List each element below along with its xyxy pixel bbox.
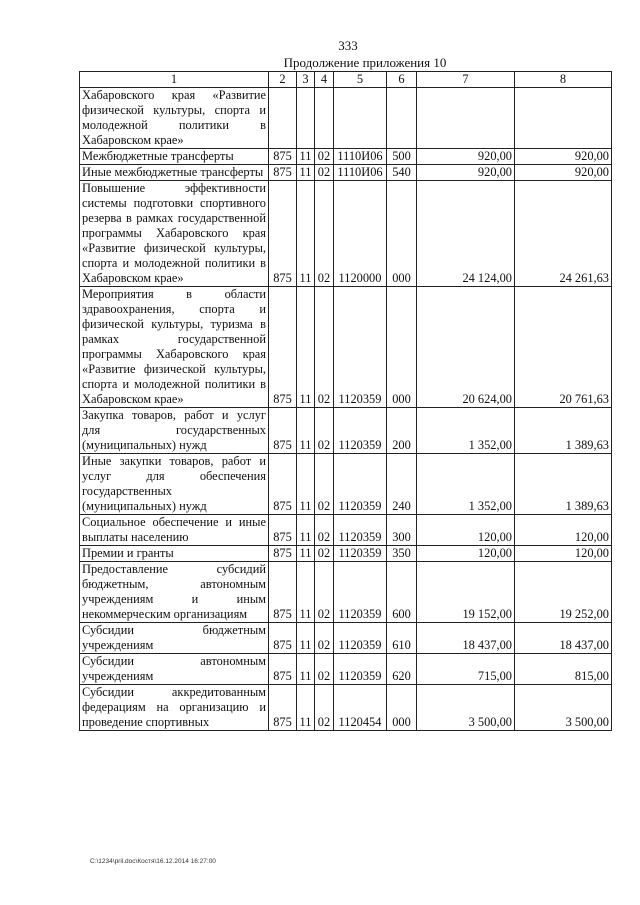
appendix-subtitle: Продолжение приложения 10 (283, 55, 447, 70)
section-cell: 11 (297, 181, 315, 287)
page-number: 333 (338, 38, 358, 53)
target-article-cell: 1110И06 (334, 165, 387, 181)
amount-year1-cell: 19 152,00 (417, 562, 515, 623)
subsection-cell: 02 (315, 287, 334, 408)
section-cell: 11 (297, 515, 315, 546)
target-article-cell: 1120359 (334, 654, 387, 685)
table-row (80, 287, 612, 408)
file-path-footer: C:\1234\pril.doc\Костя\16.12.2014 16:27:00 (90, 858, 216, 865)
amount-year1-cell: 120,00 (417, 515, 515, 546)
expense-type-cell: 000 (387, 287, 417, 408)
ministry-code-cell (269, 88, 297, 149)
column-header: 8 (515, 72, 612, 88)
ministry-code-cell: 875 (269, 546, 297, 562)
subsection-cell: 02 (315, 165, 334, 181)
table-row (80, 149, 612, 165)
expense-type-cell: 620 (387, 654, 417, 685)
amount-year1-cell: 715,00 (417, 654, 515, 685)
amount-year1-cell: 24 124,00 (417, 181, 515, 287)
row-name-cell: Иные межбюджетные трансферты (80, 165, 269, 181)
row-name-cell: Иные закупки товаров, работ и услуг для обеспечения государственных (муниципальных) нужд (80, 454, 269, 515)
target-article-cell: 1120000 (334, 181, 387, 287)
subsection-cell (315, 88, 334, 149)
row-name-cell: Субсидии бюджетным учреждениям (80, 623, 269, 654)
section-cell: 11 (297, 654, 315, 685)
amount-year2-cell: 19 252,00 (515, 562, 612, 623)
expense-type-cell (387, 88, 417, 149)
amount-year2-cell: 920,00 (515, 165, 612, 181)
table-row (80, 546, 612, 562)
row-name-cell: Закупка товаров, работ и услуг для государственных (муниципальных) нужд (80, 408, 269, 454)
section-cell: 11 (297, 454, 315, 515)
target-article-cell: 1110И06 (334, 149, 387, 165)
row-name-cell: Мероприятия в области здравоохранения, спорта и физической культуры, туризма в рамках государственной программы Хабаровского края «Развитие физической культуры, спорта и молодежной политики в Хабаровском крае» (80, 287, 269, 408)
subsection-cell: 02 (315, 454, 334, 515)
amount-year1-cell: 1 352,00 (417, 408, 515, 454)
ministry-code-cell: 875 (269, 181, 297, 287)
expense-type-cell: 540 (387, 165, 417, 181)
section-cell: 11 (297, 685, 315, 731)
column-header: 7 (417, 72, 515, 88)
expense-type-cell: 500 (387, 149, 417, 165)
subsection-cell: 02 (315, 408, 334, 454)
amount-year1-cell: 120,00 (417, 546, 515, 562)
amount-year2-cell: 1 389,63 (515, 454, 612, 515)
table-row (80, 515, 612, 546)
target-article-cell: 1120359 (334, 454, 387, 515)
amount-year1-cell: 1 352,00 (417, 454, 515, 515)
expense-type-cell: 610 (387, 623, 417, 654)
budget-table (79, 71, 612, 731)
target-article-cell: 1120359 (334, 562, 387, 623)
section-cell (297, 88, 315, 149)
column-header: 4 (315, 72, 334, 88)
ministry-code-cell: 875 (269, 515, 297, 546)
amount-year1-cell: 920,00 (417, 149, 515, 165)
subsection-cell: 02 (315, 562, 334, 623)
table-row (80, 562, 612, 623)
expense-type-cell: 200 (387, 408, 417, 454)
row-name-cell: Субсидии автономным учреждениям (80, 654, 269, 685)
expense-type-cell: 000 (387, 181, 417, 287)
ministry-code-cell: 875 (269, 685, 297, 731)
column-header: 1 (80, 72, 269, 88)
target-article-cell: 1120359 (334, 408, 387, 454)
target-article-cell (334, 88, 387, 149)
amount-year1-cell: 920,00 (417, 165, 515, 181)
ministry-code-cell: 875 (269, 165, 297, 181)
amount-year1-cell (417, 88, 515, 149)
amount-year1-cell: 3 500,00 (417, 685, 515, 731)
row-name-cell: Премии и гранты (80, 546, 269, 562)
subsection-cell: 02 (315, 546, 334, 562)
ministry-code-cell: 875 (269, 562, 297, 623)
subsection-cell: 02 (315, 181, 334, 287)
subsection-cell: 02 (315, 685, 334, 731)
target-article-cell: 1120359 (334, 546, 387, 562)
amount-year2-cell: 20 761,63 (515, 287, 612, 408)
column-header: 5 (334, 72, 387, 88)
amount-year2-cell: 920,00 (515, 149, 612, 165)
section-cell: 11 (297, 623, 315, 654)
header-row (80, 72, 612, 88)
table-row (80, 88, 612, 149)
row-name-cell: Межбюджетные трансферты (80, 149, 269, 165)
row-name-cell: Субсидии аккредитованным федерациям на организацию и проведение спортивных (80, 685, 269, 731)
amount-year1-cell: 20 624,00 (417, 287, 515, 408)
section-cell: 11 (297, 287, 315, 408)
row-name-cell: Хабаровского края «Развитие физической культуры, спорта и молодежной политики в Хабаровском крае» (80, 88, 269, 149)
column-header: 2 (269, 72, 297, 88)
expense-type-cell: 600 (387, 562, 417, 623)
subsection-cell: 02 (315, 149, 334, 165)
table-row (80, 623, 612, 654)
subsection-cell: 02 (315, 515, 334, 546)
column-header: 6 (387, 72, 417, 88)
expense-type-cell: 300 (387, 515, 417, 546)
table-row (80, 165, 612, 181)
expense-type-cell: 000 (387, 685, 417, 731)
section-cell: 11 (297, 408, 315, 454)
ministry-code-cell: 875 (269, 623, 297, 654)
amount-year2-cell: 3 500,00 (515, 685, 612, 731)
amount-year2-cell: 815,00 (515, 654, 612, 685)
subsection-cell: 02 (315, 623, 334, 654)
amount-year2-cell: 18 437,00 (515, 623, 612, 654)
table-row (80, 181, 612, 287)
amount-year2-cell: 1 389,63 (515, 408, 612, 454)
target-article-cell: 1120359 (334, 287, 387, 408)
row-name-cell: Предоставление субсидий бюджетным, автономным учреждениям и иным некоммерческим организациям (80, 562, 269, 623)
amount-year2-cell (515, 88, 612, 149)
expense-type-cell: 240 (387, 454, 417, 515)
expense-type-cell: 350 (387, 546, 417, 562)
subsection-cell: 02 (315, 654, 334, 685)
target-article-cell: 1120454 (334, 685, 387, 731)
row-name-cell: Социальное обеспечение и иные выплаты населению (80, 515, 269, 546)
ministry-code-cell: 875 (269, 287, 297, 408)
section-cell: 11 (297, 546, 315, 562)
amount-year1-cell: 18 437,00 (417, 623, 515, 654)
target-article-cell: 1120359 (334, 623, 387, 654)
amount-year2-cell: 120,00 (515, 546, 612, 562)
table-row (80, 408, 612, 454)
target-article-cell: 1120359 (334, 515, 387, 546)
table-row (80, 654, 612, 685)
section-cell: 11 (297, 149, 315, 165)
amount-year2-cell: 24 261,63 (515, 181, 612, 287)
ministry-code-cell: 875 (269, 654, 297, 685)
table-row (80, 454, 612, 515)
column-header: 3 (297, 72, 315, 88)
section-cell: 11 (297, 165, 315, 181)
ministry-code-cell: 875 (269, 408, 297, 454)
section-cell: 11 (297, 562, 315, 623)
amount-year2-cell: 120,00 (515, 515, 612, 546)
ministry-code-cell: 875 (269, 454, 297, 515)
row-name-cell: Повышение эффективности системы подготовки спортивного резерва в рамках государственной программы Хабаровского края «Развитие физической культуры, спорта и молодежной политики в Хабаровском крае» (80, 181, 269, 287)
table-row (80, 685, 612, 731)
ministry-code-cell: 875 (269, 149, 297, 165)
